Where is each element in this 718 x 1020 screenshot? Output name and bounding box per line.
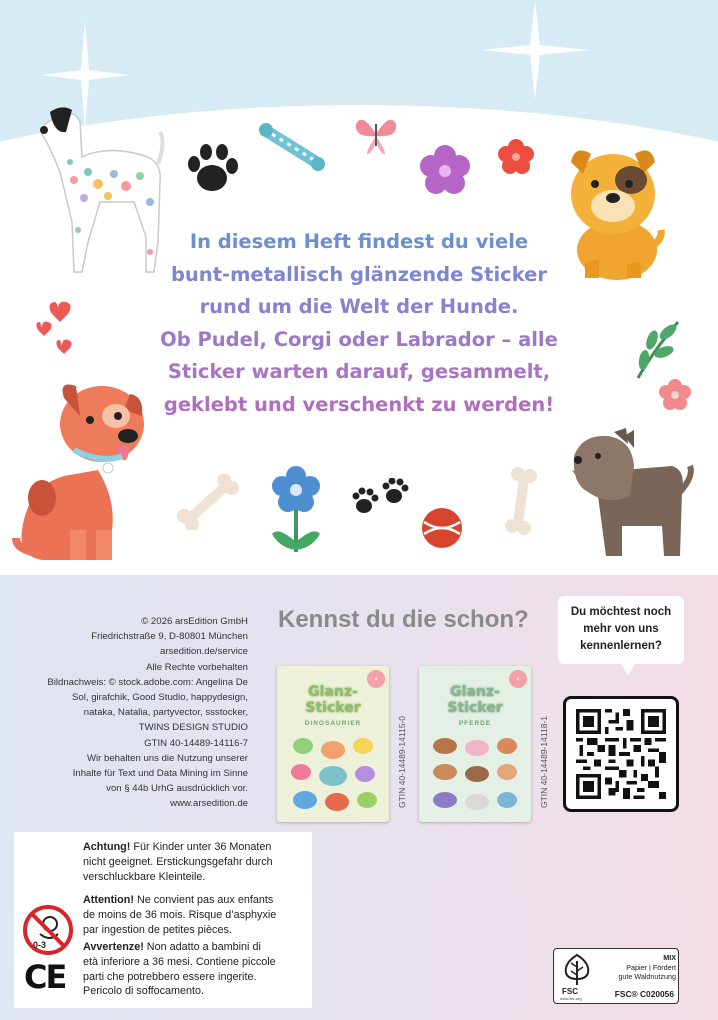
warning-line: età inferiore a 36 mesi. Contiene piccole	[83, 955, 276, 968]
fsc-code: FSC® C020056	[614, 989, 674, 999]
qr-code-frame[interactable]	[563, 696, 679, 812]
imprint-line: TWINS DESIGN STUDIO	[138, 722, 248, 734]
book-gtin: GTIN 40-14489-14118-1	[539, 716, 549, 808]
imprint-line: Bildnachweis: © stock.adobe.com: Angelina De	[47, 676, 248, 688]
fsc-line: gute Waldnutzung	[618, 972, 676, 982]
bubble-line: kennenlernen?	[580, 640, 662, 652]
horse-stickers-icon	[425, 732, 525, 818]
imprint-line: Friedrichstraße 9, D-80801 München	[91, 631, 248, 643]
flower-icon	[418, 144, 472, 196]
flower-icon	[498, 138, 534, 176]
book-subtitle: PFERDE	[458, 720, 492, 727]
flower-icon	[264, 466, 328, 556]
warning-de	[83, 840, 323, 884]
butterfly-icon	[352, 112, 400, 158]
rope-toy-icon	[258, 118, 328, 178]
imprint-line: www.arsedition.de	[170, 798, 248, 810]
imprint-line: nataka, Natalia, partyvector, ssstocker,	[83, 707, 248, 719]
ce-mark: CE	[24, 958, 66, 996]
schnauzer-dog-icon	[568, 426, 698, 561]
bubble-line: Du möchtest noch	[570, 606, 672, 618]
ball-icon	[420, 506, 464, 550]
qr-code-icon[interactable]	[576, 709, 666, 799]
warning-line: verschluckbare Kleinteile.	[83, 870, 206, 883]
warning-line	[83, 940, 323, 955]
book-title-line: Glanz-	[308, 684, 358, 700]
sticker-count-badge: ●	[509, 670, 527, 688]
fsc-label	[553, 948, 679, 1004]
sparkle-icon	[480, 0, 590, 100]
sticker-count-badge: ●	[367, 670, 385, 688]
bone-icon	[496, 466, 548, 536]
bubble-line: mehr von uns	[583, 623, 659, 635]
paw-print-icon	[350, 478, 410, 518]
book-subtitle: DINOSAURIER	[304, 720, 362, 727]
paw-print-icon	[180, 140, 240, 200]
book-title-line: Sticker	[305, 700, 361, 716]
book-cover-dinosaurier[interactable]	[277, 666, 389, 822]
warning-line: par ingestion de petites pièces.	[83, 923, 232, 936]
intro-line: In diesem Heft findest du viele	[189, 230, 529, 253]
warning-line: parti che potrebbero essere ingerite.	[83, 970, 257, 983]
choking-hazard-icon	[22, 904, 74, 956]
imprint-line: GTIN 40-14489-14116-7	[144, 737, 248, 749]
book-cover-pferde[interactable]	[419, 666, 531, 822]
warning-line	[83, 840, 323, 855]
warning-line	[83, 893, 323, 908]
bone-icon	[176, 474, 240, 530]
warning-bold: Avvertenze!	[83, 941, 144, 953]
imprint-line: Inhalte für Text und Data Mining im Sinne	[72, 768, 248, 780]
flower-icon	[658, 378, 692, 412]
fsc-mix-label	[600, 953, 676, 982]
dinosaur-stickers-icon	[283, 732, 383, 818]
imprint-line: © 2026 arsEdition GmbH	[141, 616, 248, 627]
warning-text: Non adatto a bambini di	[143, 941, 261, 953]
imprint-line: Sol, girafchik, Good Studio, happydesign,	[72, 692, 248, 704]
intro-text	[120, 226, 598, 421]
warning-line: nicht geeignet. Erstickungsgefahr durch	[83, 855, 273, 868]
imprint-line: von § 44b UrhG ausdrücklich vor.	[106, 783, 248, 795]
fsc-line: MIX	[663, 953, 676, 962]
intro-line: bunt-metallisch glänzende Sticker	[170, 262, 548, 286]
fsc-logo-text: FSC	[562, 987, 578, 996]
book-gtin: GTIN 40-14489-14115-0	[397, 716, 407, 808]
intro-line: rund um die Welt der Hunde.	[199, 295, 519, 318]
warning-line: de moins de 36 mois. Risque d’asphyxie	[83, 908, 277, 921]
heart-icon	[30, 292, 80, 362]
leaf-icon	[628, 316, 684, 382]
book-title-line: Glanz-	[450, 684, 500, 700]
fsc-line: Papier | Fördert	[626, 962, 676, 972]
intro-line: Sticker warten darauf, gesammelt,	[167, 360, 551, 383]
imprint-line: Wir behalten uns die Nutzung unserer	[86, 752, 248, 764]
warning-text: Ne convient pas aux enfants	[133, 894, 274, 906]
age-icon-label: 0-3	[33, 940, 47, 950]
imprint-line: Alle Rechte vorbehalten	[146, 661, 248, 673]
promo-heading: Kennst du die schon?	[278, 606, 529, 633]
intro-line: geklebt und verschenkt zu werden!	[163, 392, 555, 416]
warning-bold: Achtung!	[83, 841, 131, 853]
imprint-line: arsedition.de/service	[160, 646, 248, 658]
warning-it	[83, 940, 323, 999]
imprint-text	[40, 614, 248, 812]
book-title-line: Sticker	[447, 700, 503, 716]
warning-line: Pericolo di soffocamento.	[83, 985, 205, 998]
warning-fr	[83, 893, 323, 937]
speech-bubble-tail	[620, 663, 636, 675]
red-dog-icon	[12, 380, 152, 565]
warning-bold: Attention!	[83, 894, 134, 906]
warning-text: Für Kinder unter 36 Monaten	[130, 841, 272, 853]
intro-line: Ob Pudel, Corgi oder Labrador – alle	[160, 327, 558, 351]
speech-bubble	[558, 596, 684, 664]
fsc-url: www.fsc.org	[560, 996, 582, 1001]
